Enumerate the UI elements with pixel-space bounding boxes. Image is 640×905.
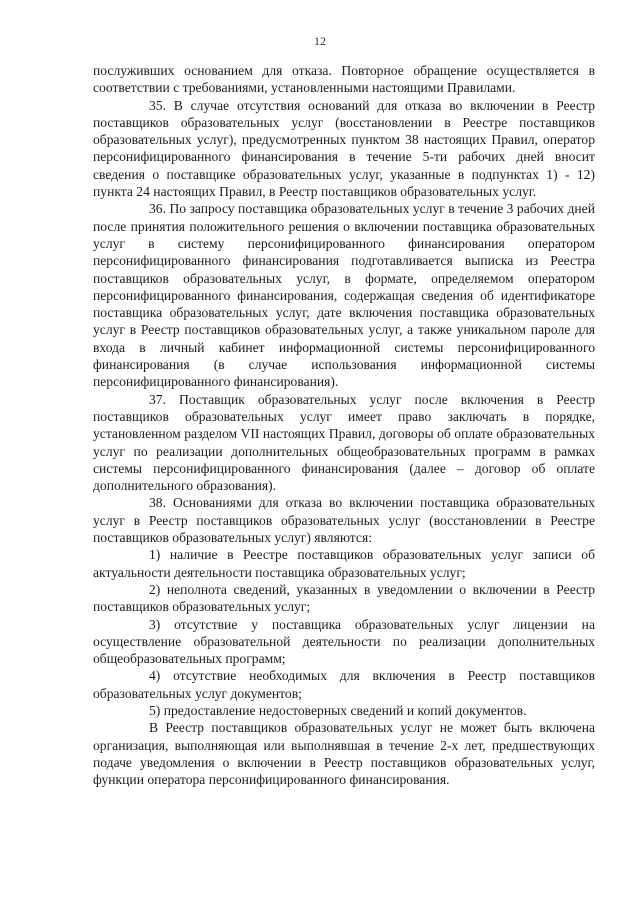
- document-body: [93, 62, 595, 788]
- paragraph-closing: В Реестр поставщиков образовательных услуг не может быть включена организация, выполняющая или выполнявшая в течение 2-х лет, предшествующих подаче уведомления о включении в Реестр поставщиков образовательных услуг, функции оператора персонифицированного финансирования.: [93, 720, 595, 788]
- paragraph-item-38: 38. Основаниями для отказа во включении поставщика образовательных услуг в Реестр поставщиков образовательных услуг (восстановлении в Реестре поставщиков образовательных услуг) являются:: [93, 495, 595, 546]
- page-number: 12: [314, 34, 326, 48]
- subitem-4: 4) отсутствие необходимых для включения в Реестр поставщиков образовательных услуг документов;: [93, 668, 595, 701]
- paragraph-item-37: 37. Поставщик образовательных услуг после включения в Реестр поставщиков образовательных услуг имеет право заключать в порядке, установленном разделом VII настоящих Правил, договоры об оплате образовательных услуг по реализации дополнительных общеобразовательных программ в рамках системы персонифицированного финансирования (далее – договор об оплате дополнительного образования).: [93, 391, 595, 494]
- subitem-5: 5) предоставление недостоверных сведений и копий документов.: [149, 702, 527, 718]
- paragraph-item-36: 36. По запросу поставщика образовательных услуг в течение 3 рабочих дней после принятия положительного решения о включении поставщика образовательных услуг в систему персонифицированного финансирования оператором персонифицированного финансирования подготавливается выписка из Реестра поставщиков образовательных услуг, в формате, определяемом оператором персонифицированного финансирования, содержащая сведения об идентификаторе поставщика образовательных услуг, дате включения поставщика образовательных услуг в Реестр поставщиков образовательных услуг, а также уникальном пароле для входа в личный кабинет информационной системы персонифицированного финансирования (в случае использования информационной системы персонифицированного финансирования).: [93, 201, 595, 390]
- subitem-1: 1) наличие в Реестре поставщиков образовательных услуг записи об актуальности деятельности поставщика образовательных услуг;: [93, 547, 595, 580]
- subitem-3: 3) отсутствие у поставщика образовательных услуг лицензии на осуществление образовательной деятельности по реализации дополнительных общеобразовательных программ;: [93, 616, 595, 667]
- paragraph-continuation: послуживших основанием для отказа. Повторное обращение осуществляется в соответствии с требованиями, установленными настоящими Правилами.: [93, 63, 595, 96]
- paragraph-item-35: 35. В случае отсутствия оснований для отказа во включении в Реестр поставщиков образовательных услуг (восстановлении в Реестре поставщиков образовательных услуг), предусмотренных пунктом 38 настоящих Правил, оператор персонифицированного финансирования в течение 5-ти рабочих дней вносит сведения о поставщике образовательных услуг, указанные в подпунктах 1) - 12) пункта 24 настоящих Правил, в Реестр поставщиков образовательных услуг.: [93, 97, 595, 200]
- subitem-2: 2) неполнота сведений, указанных в уведомлении о включении в Реестр поставщиков образовательных услуг;: [93, 581, 595, 615]
